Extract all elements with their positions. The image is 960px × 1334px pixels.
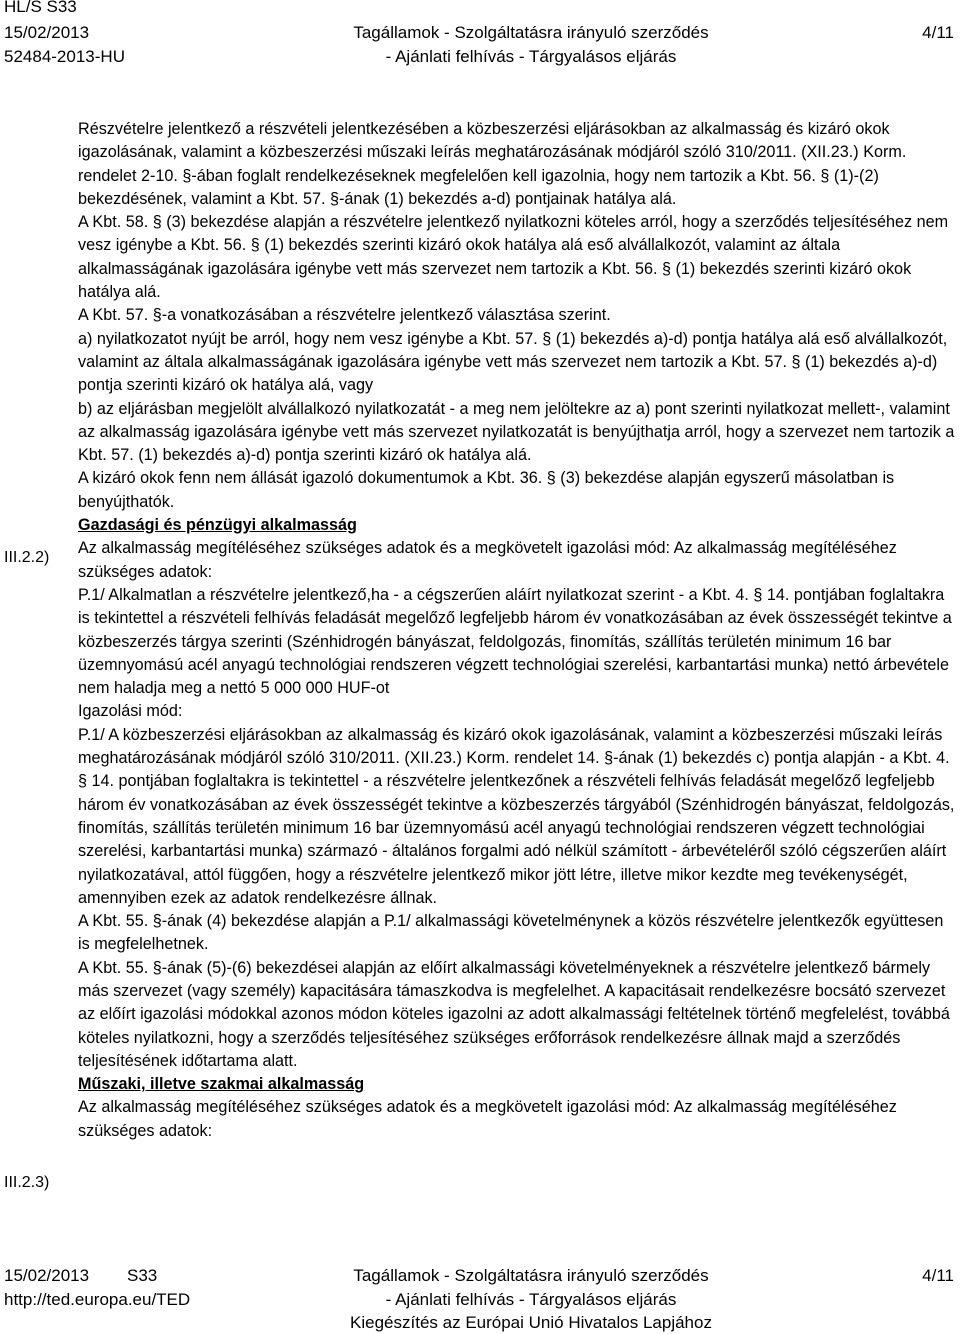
footer-title-line3: Kiegészítés az Európai Unió Hivatalos Lapjához [350, 1313, 712, 1332]
section-number-iii-2-3: III.2.3) [4, 1174, 50, 1191]
paragraph-joint-applicants: A Kbt. 55. §-ának (4) bekezdése alapján a P.1/ alkalmassági követelménynek a közös részvételre jelentkezők együttesen is megfelelhetnek. [78, 912, 944, 954]
footer-title-line1: Tagállamok - Szolgáltatásra irányuló szerződés [353, 1266, 709, 1285]
heading-technical-ability: Műszaki, illetve szakmai alkalmasság [78, 1075, 365, 1094]
paragraph-kbt58-declaration: A Kbt. 58. § (3) bekezdése alapján a részvételre jelentkező nyilatkozni köteles arról, hogy a szerződés teljesítéséhez nem vesz igénybe a Kbt. 56. § (1) bekezdés szerinti kizáró okok hatálya alá eső alvállalkozót, valamint az általa alkalmasságának igazolására igénybe vett más szervezet nem tartozik a Kbt. 56. § (1) bekezdés szerinti kizáró okok hatálya alá. [78, 213, 949, 302]
doc-code: HL/S S33 [4, 0, 77, 16]
footer-series: S33 [127, 1266, 158, 1285]
paragraph-copies: A kizáró okok fenn nem állását igazoló dokumentumok a Kbt. 36. § (3) bekezdése alapján egyszerű másolatban is benyújthatók. [78, 469, 895, 511]
footer-url[interactable]: http://ted.europa.eu/TED [4, 1290, 191, 1309]
header-page: 4/11 [922, 23, 954, 42]
header-date: 15/02/2013 [4, 23, 90, 42]
paragraph-option-b: b) az eljárásban megjelölt alvállalkozó nyilatkozatát - a meg nem jelöltekre az a) pont szerinti nyilatkozat mellett-, valamint az alkalmasság igazolására igénybe vett más szervezet nyilatkozatát is benyújthatja arról, hogy a szervezet nem tartozik a Kbt. 57. (1) bekezdés a)-d) pontja szerinti kizáró ok hatálya alá. [78, 399, 955, 465]
paragraph-proof-method-label: Igazolási mód: [78, 702, 183, 721]
heading-economic-standing: Gazdasági és pénzügyi alkalmasság [78, 516, 357, 535]
footer-title-line2: - Ajánlati felhívás - Tárgyalásos eljárás [385, 1290, 677, 1309]
paragraph-technical-intro: Az alkalmasság megítéléséhez szükséges adatok és a megkövetelt igazolási mód: Az alkalmasság megítéléséhez szükséges adatok: [78, 1098, 897, 1140]
paragraph-option-a: a) nyilatkozatot nyújt be arról, hogy nem vesz igénybe a Kbt. 57. § (1) bekezdés a)-d) pontja hatálya alá eső alvállalkozót, valamint az általa alkalmasságának igazolására igénybe vett más szervezet nem tartozik a Kbt. 57. § (1) bekezdés a)-d) pontja szerinti kizáró ok hatálya alá, vagy [78, 329, 948, 395]
paragraph-capacity-reliance: A Kbt. 55. §-ának (5)-(6) bekezdései alapján az előírt alkalmassági követelményeknek a részvételre jelentkező bármely más szervezet (vagy személy) kapacitására támaszkodva is megfelelhet. A kapacitásait rendelkezésre bocsátó szervezet az előírt igazolási módokkal azonos módon köteles igazolni az adott alkalmassági feltételnek történő megfelelést, továbbá köteles nyilatkozni, hogy a szerződés teljesítéséhez szükséges erőforrások rendelkezésre állnak majd a szerződés teljesítésének időtartama alatt. [78, 958, 950, 1070]
paragraph-p1-requirement: P.1/ Alkalmatlan a részvételre jelentkező,ha - a cégszerűen aláírt nyilatkozat szerint - a Kbt. 4. § 14. pontjában foglaltakra is tekintettel a részvételi felhívás feladását megelőző legfeljebb három év vonatkozásában az évek összességét tekintve a közbeszerzés tárgya szerinti (Szénhidrogén bányászat, feldolgozás, finomítás, szállítás területén minimum 16 bar üzemnyomású acél anyagú technológiai rendszeren végzett technológiai szerelési, karbantartási munka) nettó árbevétele nem haladja meg a nettó 5 000 000 HUF-ot [78, 585, 952, 698]
paragraph-kbt57-choice: A Kbt. 57. §-a vonatkozásában a részvételre jelentkező választása szerint. [78, 306, 611, 325]
footer-page: 4/11 [922, 1266, 954, 1285]
paragraph-p1-proof: P.1/ A közbeszerzési eljárásokban az alkalmasság és kizáró okok igazolásának, valamint a közbeszerzési műszaki leírás meghatározásának módjáról szóló 310/2011. (XII.23.) Korm. rendelet 14. §-ának (1) bekezdés c) pontja alapján - a Kbt. 4. § 14. pontjában foglaltakra is tekintettel - a részvételre jelentkezőnek a részvételi felhívás feladását megelőző legfeljebb három év vonatkozásában az évek összességét tekintve a közbeszerzés tárgyából (Szénhidrogén bányászat, feldolgozás, finomítás, szállítás területén minimum 16 bar üzemnyomású acél anyagú technológiai rendszeren végzett technológiai szerelési, karbantartási munka) származó - általános forgalmi adó nélkül számított - árbevételéről szóló cégszerűen aláírt nyilatkozatával, attól függően, hogy a részvételre jelentkező mikor jött létre, illetve mikor kezdte meg tevékenységét, amennyiben ezek az adatok rendelkezésre állnak. [78, 725, 955, 907]
paragraph-economic-intro: Az alkalmasság megítéléséhez szükséges adatok és a megkövetelt igazolási mód: Az alkalmasság megítéléséhez szükséges adatok: [78, 539, 897, 581]
header-title-line1: Tagállamok - Szolgáltatásra irányuló szerződés [353, 23, 709, 42]
paragraph-exclusion-proof: Részvételre jelentkező a részvételi jelentkezésében a közbeszerzési eljárásokban az alkalmasság és kizáró okok igazolásának, valamint a közbeszerzési műszaki leírás meghatározásának módjáról szóló 310/2011. (XII.23.) Korm. rendelet 2-10. §-ában foglalt rendelkezéseknek megfelelően kell igazolnia, hogy nem tartozik a Kbt. 56. § (1)-(2) bekezdésének, valamint a Kbt. 57. §-ának (1) bekezdés a-d) pontjainak hatálya alá. [78, 120, 907, 208]
section-number-iii-2-2: III.2.2) [4, 549, 50, 566]
header-title-line2: - Ajánlati felhívás - Tárgyalásos eljárás [385, 47, 677, 66]
notice-id: 52484-2013-HU [4, 47, 125, 66]
notice-body [78, 118, 956, 1143]
footer-date: 15/02/2013 [4, 1266, 90, 1285]
